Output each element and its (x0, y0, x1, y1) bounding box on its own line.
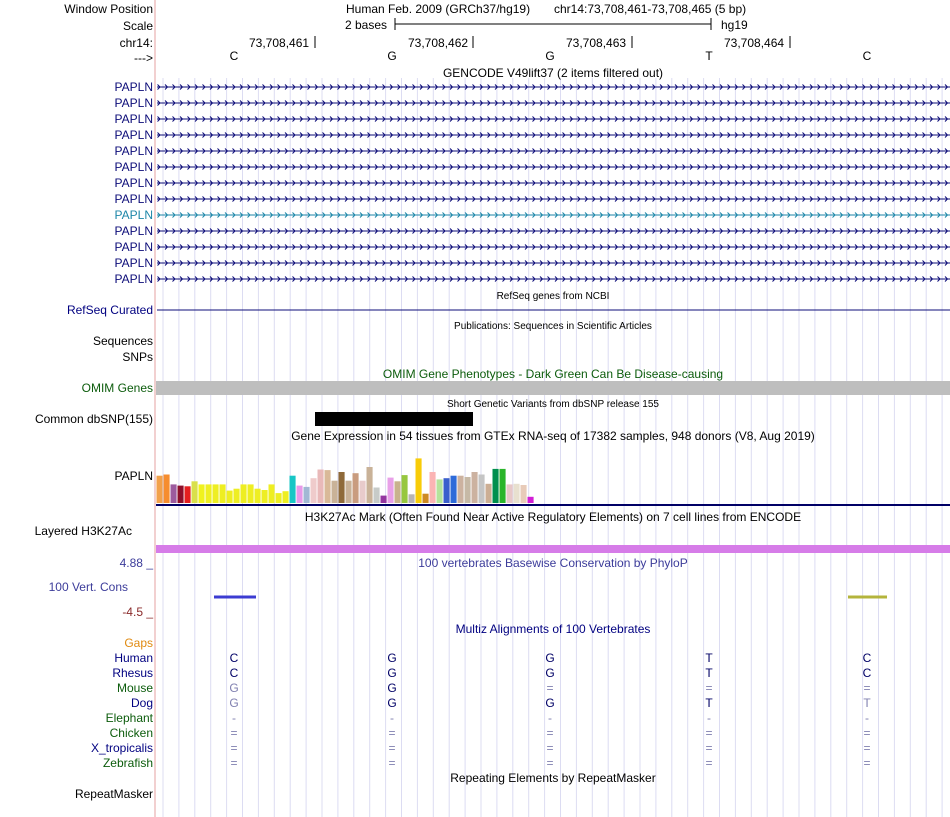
multiz-base: C (229, 651, 239, 665)
multiz-track-title[interactable]: Multiz Alignments of 100 Vertebrates (455, 622, 651, 636)
multiz-base: = (230, 741, 238, 755)
gtex-tissue-bar (185, 486, 191, 503)
multiz-species-label[interactable]: Dog (130, 696, 153, 710)
gtex-tissue-bar (479, 475, 485, 504)
multiz-base: = (388, 741, 396, 755)
gencode-item-label[interactable]: PAPLN (114, 240, 153, 254)
gtex-tissue-bar (458, 476, 464, 503)
multiz-species-label[interactable]: Rhesus (112, 666, 153, 680)
gtex-tissue-bar (514, 484, 520, 503)
sequence-base: T (705, 49, 713, 63)
gtex-tissue-bar (367, 467, 373, 503)
gencode-item-label[interactable]: PAPLN (114, 160, 153, 174)
multiz-base: T (705, 696, 713, 710)
multiz-base: = (863, 726, 871, 740)
gtex-tissue-bar (276, 493, 282, 503)
gtex-tissue-bar (304, 487, 310, 503)
multiz-base: - (865, 711, 869, 725)
multiz-base: G (387, 651, 397, 665)
gtex-tissue-bar (157, 476, 163, 503)
gtex-tissue-bar (248, 484, 254, 503)
multiz-base: G (387, 666, 397, 680)
multiz-base: C (862, 651, 872, 665)
gencode-item-label[interactable]: PAPLN (114, 112, 153, 126)
dbsnp-variant-block (315, 412, 473, 426)
gencode-item-label[interactable]: PAPLN (114, 224, 153, 238)
multiz-base: G (545, 651, 555, 665)
refseq-track-title[interactable]: RefSeq genes from NCBI (496, 291, 610, 302)
gtex-tissue-bar (521, 485, 527, 503)
repeatmasker-track-label[interactable]: RepeatMasker (74, 787, 153, 801)
phylop-min-label: -4.5 _ (122, 605, 153, 619)
gtex-tissue-bar (423, 494, 429, 503)
gtex-tissue-bar (311, 478, 317, 503)
gencode-item-label[interactable]: PAPLN (114, 176, 153, 190)
gtex-tissue-bar (388, 478, 394, 503)
gtex-tissue-bar (507, 484, 513, 503)
gtex-tissue-bar (451, 476, 457, 503)
gtex-tissue-bar (472, 472, 478, 503)
publications-snps-label[interactable]: SNPs (122, 350, 153, 364)
multiz-base: - (390, 711, 394, 725)
multiz-base: T (863, 696, 871, 710)
sequence-base: C (862, 49, 872, 63)
gtex-tissue-bar (402, 475, 408, 503)
gtex-tissue-bar (360, 481, 366, 503)
multiz-base: G (229, 681, 239, 695)
multiz-base: G (387, 681, 397, 695)
gtex-tissue-bar (220, 484, 226, 503)
omim-track-title[interactable]: OMIM Gene Phenotypes - Dark Green Can Be Disease-causing (382, 367, 724, 381)
multiz-base: G (229, 696, 239, 710)
gtex-track-title[interactable]: Gene Expression in 54 tissues from GTEx RNA-seq of 17382 samples, 948 donors (V8, Aug 2019) (291, 429, 815, 443)
gtex-tissue-bar (332, 481, 338, 503)
gtex-tissue-bar (486, 484, 492, 503)
assembly-title: Human Feb. 2009 (GRCh37/hg19) (346, 2, 531, 16)
multiz-base: = (705, 681, 713, 695)
strand-label: ---> (134, 51, 153, 65)
phylop-max-label: 4.88 _ (119, 556, 153, 570)
repeatmasker-track-title[interactable]: Repeating Elements by RepeatMasker (450, 771, 656, 785)
tick-label: 73,708,463 (566, 36, 627, 50)
gencode-item-label[interactable]: PAPLN (114, 96, 153, 110)
gtex-tissue-bar (171, 484, 177, 503)
gtex-tissue-bar (318, 470, 324, 504)
gencode-item-label[interactable]: PAPLN (114, 208, 153, 222)
multiz-base: G (545, 696, 555, 710)
omim-track-label[interactable]: OMIM Genes (81, 381, 153, 395)
multiz-base: - (232, 711, 236, 725)
gtex-tissue-bar (395, 481, 401, 503)
dbsnp-track-label[interactable]: Common dbSNP(155) (34, 412, 153, 426)
multiz-base: - (548, 711, 552, 725)
multiz-base: = (705, 741, 713, 755)
multiz-base: T (705, 666, 713, 680)
gtex-tissue-bar (164, 475, 170, 504)
gtex-tissue-bar (199, 484, 205, 503)
gtex-tissue-bar (353, 473, 359, 503)
gtex-tissue-bar (297, 486, 303, 503)
gtex-tissue-bar (213, 484, 219, 503)
window-position-label: Window Position (64, 2, 153, 16)
gtex-tissue-bar (325, 470, 331, 503)
multiz-base: = (388, 726, 396, 740)
publications-track-title[interactable]: Publications: Sequences in Scientific Articles (454, 321, 652, 332)
gtex-tissue-bar (227, 491, 233, 503)
multiz-base: = (863, 681, 871, 695)
multiz-base: T (705, 651, 713, 665)
scale-label: Scale (122, 19, 153, 33)
gtex-tissue-bar (178, 486, 184, 503)
gtex-tissue-bar (444, 478, 450, 503)
chrom-label: chr14: (119, 36, 153, 50)
multiz-base: = (705, 726, 713, 740)
gencode-item-label[interactable]: PAPLN (114, 128, 153, 142)
multiz-base: C (862, 666, 872, 680)
gtex-tissue-bar (255, 489, 261, 503)
gtex-tissue-bar (269, 484, 275, 503)
h3k27ac-track-label[interactable]: Layered H3K27Ac (34, 524, 132, 538)
scale-db: hg19 (721, 18, 748, 32)
multiz-species-label[interactable]: Elephant (105, 711, 153, 725)
gencode-item-label[interactable]: PAPLN (114, 144, 153, 158)
multiz-base: G (545, 666, 555, 680)
gtex-tissue-bar (283, 491, 289, 503)
multiz-base: = (230, 756, 238, 770)
multiz-species-label[interactable]: Zebrafish (102, 756, 153, 770)
gtex-tissue-bar (437, 479, 443, 503)
gtex-tissue-bar (430, 472, 436, 503)
gtex-tissue-bar (374, 488, 380, 504)
gencode-item-label[interactable]: PAPLN (114, 192, 153, 206)
tick-label: 73,708,464 (724, 36, 785, 50)
gtex-tissue-bar (416, 458, 422, 503)
h3k27ac-signal-bar (156, 545, 950, 553)
multiz-base: = (388, 756, 396, 770)
gtex-tissue-bar (346, 481, 352, 503)
multiz-base: = (705, 756, 713, 770)
multiz-base: - (707, 711, 711, 725)
multiz-species-label[interactable]: Chicken (109, 726, 153, 740)
phylop-track-label[interactable]: 100 Vert. Cons (48, 580, 128, 594)
refseq-track-label[interactable]: RefSeq Curated (66, 303, 153, 317)
multiz-base: = (230, 726, 238, 740)
sequence-base: G (545, 49, 555, 63)
multiz-base: = (863, 756, 871, 770)
multiz-base: = (546, 681, 554, 695)
multiz-species-label[interactable]: Mouse (116, 681, 153, 695)
sequence-base: G (387, 49, 397, 63)
multiz-gaps-label: Gaps (124, 636, 153, 650)
multiz-base: = (546, 741, 554, 755)
gtex-track-label[interactable]: PAPLN (114, 469, 153, 483)
h3k27ac-track-title[interactable]: H3K27Ac Mark (Often Found Near Active Regulatory Elements) on 7 cell lines from ENCODE (304, 510, 802, 524)
multiz-species-label[interactable]: X_tropicalis (90, 741, 153, 755)
multiz-base: = (546, 726, 554, 740)
gencode-item-label[interactable]: PAPLN (114, 272, 153, 286)
gtex-tissue-bar (528, 497, 534, 503)
phylop-track-title[interactable]: 100 vertebrates Basewise Conservation by PhyloP (418, 556, 688, 570)
multiz-species-label[interactable]: Human (114, 651, 153, 665)
gtex-tissue-bar (206, 484, 212, 503)
gtex-tissue-bar (262, 490, 268, 503)
multiz-base: = (546, 756, 554, 770)
gtex-tissue-bar (241, 484, 247, 503)
multiz-base: = (863, 741, 871, 755)
sequence-base: C (229, 49, 239, 63)
gtex-tissue-bar (493, 469, 499, 503)
gencode-item-label[interactable]: PAPLN (114, 256, 153, 270)
gencode-item-label[interactable]: PAPLN (114, 80, 153, 94)
gtex-tissue-bar (409, 494, 415, 503)
gtex-tissue-bar (234, 489, 240, 503)
position-readout: chr14:73,708,461-73,708,465 (5 bp) (554, 2, 747, 16)
gtex-tissue-bar (339, 472, 345, 503)
gtex-tissue-bar (465, 477, 471, 503)
gtex-tissue-bar (290, 476, 296, 503)
dbsnp-track-title[interactable]: Short Genetic Variants from dbSNP release 155 (447, 399, 659, 410)
tick-label: 73,708,462 (408, 36, 469, 50)
publications-sequences-label[interactable]: Sequences (92, 334, 153, 348)
tick-label: 73,708,461 (249, 36, 310, 50)
gencode-track-title[interactable]: GENCODE V49lift37 (2 items filtered out) (442, 66, 664, 80)
multiz-base: G (387, 696, 397, 710)
gtex-tissue-bar (381, 496, 387, 503)
gtex-tissue-bar (192, 481, 198, 503)
gtex-tissue-bar (500, 469, 506, 503)
scale-text: 2 bases (345, 18, 388, 32)
omim-gene-bar (156, 381, 950, 395)
multiz-base: C (229, 666, 239, 680)
